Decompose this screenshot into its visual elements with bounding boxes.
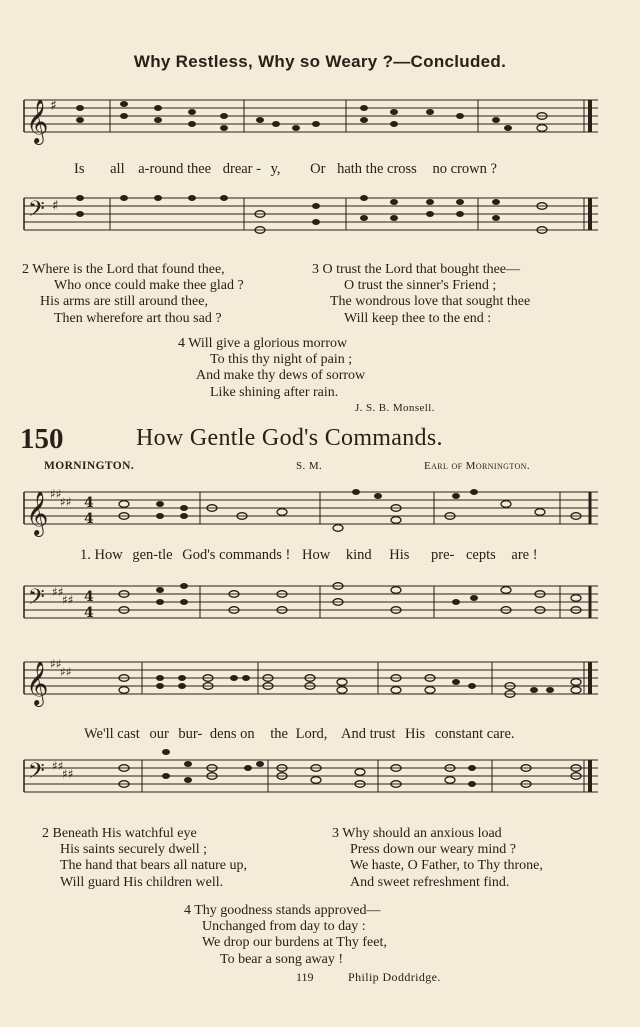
hymn-150-verse-4	[184, 903, 387, 968]
svg-text:4: 4	[84, 511, 94, 527]
lyric-word: the	[270, 726, 288, 742]
composer: Earl of Mornington.	[424, 460, 530, 472]
lyric-word: gen-tle	[132, 547, 173, 563]
treble-staff	[20, 482, 600, 538]
svg-text:♯: ♯	[52, 198, 59, 214]
verse-line: 4 Will give a glorious morrow	[178, 336, 348, 351]
verse-line: Who once could make thee glad ?	[54, 278, 244, 294]
lyric-word: His	[389, 547, 410, 563]
lyric-word: bur-	[178, 726, 203, 742]
lyric-word: His	[405, 726, 426, 742]
treble-staff	[20, 648, 600, 708]
bass-staff	[20, 746, 600, 806]
svg-text:♯♯: ♯♯	[50, 657, 62, 671]
hymn-150-verse-2	[42, 826, 247, 891]
music-system-top-bass	[20, 184, 600, 244]
verse-line: Unchanged from day to day :	[202, 919, 366, 935]
lyric-word: are !	[511, 547, 538, 563]
svg-text:♯♯: ♯♯	[60, 665, 72, 679]
bass-staff	[20, 572, 600, 640]
top-hymn-title: Why Restless, Why so Weary ?—Concluded.	[133, 52, 507, 71]
lyric-word: How	[301, 547, 331, 563]
verse-line: To this thy night of pain ;	[210, 352, 353, 368]
lyric-word: all	[110, 161, 125, 177]
bass-clef-icon: 𝄢	[28, 585, 45, 615]
lyric-word: our	[149, 726, 169, 742]
verse-line: Like shining after rain.	[210, 384, 339, 400]
hymn-150-author: Philip Doddridge.	[348, 970, 441, 984]
treble-staff	[20, 86, 600, 146]
lyric-word: pre-	[431, 547, 455, 563]
meter: S. M.	[296, 460, 323, 472]
lyric-word: Lord,	[295, 726, 328, 742]
verse-line: 2 Where is the Lord that found thee,	[22, 262, 225, 277]
verse-line: The hand that bears all nature up,	[60, 858, 247, 874]
lyric-word: hath the cross	[337, 161, 417, 177]
top-hymn-author: J. S. B. Monsell.	[355, 402, 435, 414]
verse-line: Then wherefore art thou sad ?	[54, 310, 222, 326]
svg-text:4: 4	[84, 605, 94, 621]
treble-clef-icon: 𝄞	[26, 99, 49, 143]
verse-line: 3 Why should an anxious load	[332, 826, 502, 841]
verse-line: Press down our weary mind ?	[350, 842, 517, 858]
svg-text:4: 4	[84, 589, 94, 605]
lyric-word: Or	[310, 161, 326, 177]
lyric-word: drear -	[222, 161, 261, 177]
svg-text:♯♯: ♯♯	[52, 585, 64, 599]
hymn-title: How Gentle God's Commands.	[136, 425, 443, 451]
svg-text:♯: ♯	[50, 98, 57, 114]
lyric-word: constant care.	[434, 726, 515, 742]
music-system-1-bass	[20, 572, 600, 640]
verse-line: And sweet refreshment find.	[350, 874, 510, 890]
svg-text:♯♯: ♯♯	[62, 767, 74, 781]
verse-3	[312, 262, 530, 327]
music-system-2-treble	[20, 648, 600, 708]
verse-line: 4 Thy goodness stands approved—	[184, 903, 381, 918]
treble-clef-icon: 𝄞	[26, 491, 49, 535]
music-system-1-treble	[20, 482, 600, 538]
lyric-word: We'll cast	[84, 726, 140, 742]
hymn-number: 150	[20, 423, 64, 455]
svg-text:♯♯: ♯♯	[62, 593, 74, 607]
svg-text:♯♯: ♯♯	[60, 495, 72, 509]
lyric-word: cepts	[465, 547, 496, 563]
lyric-word: kind	[345, 547, 372, 563]
verse-line: O trust the sinner's Friend ;	[344, 278, 497, 294]
verse-line: 3 O trust the Lord that bought thee—	[312, 262, 521, 277]
lyric-line-2	[84, 726, 515, 743]
verse-line: And make thy dews of sorrow	[196, 368, 366, 384]
bass-staff	[20, 184, 600, 244]
lyric-word: God's commands !	[182, 547, 291, 563]
verse-line: Will keep thee to the end :	[344, 310, 492, 326]
bass-clef-icon: 𝄢	[28, 759, 45, 789]
svg-text:♯♯: ♯♯	[50, 487, 62, 501]
verse-line: Will guard His children well.	[60, 874, 224, 890]
lyric-line-1	[80, 547, 538, 564]
lyric-word: y,	[270, 161, 281, 177]
verse-line: His saints securely dwell ;	[60, 842, 207, 858]
verse-line: His arms are still around thee,	[40, 294, 208, 310]
music-system-2-bass	[20, 746, 600, 806]
lyric-word: a-round thee	[138, 161, 212, 177]
verse-line: To bear a song away !	[220, 951, 344, 967]
hymn-150-verse-3	[332, 826, 543, 891]
lyric-word: 1. How	[80, 547, 123, 563]
verse-4	[178, 336, 365, 401]
verse-line: 2 Beneath His watchful eye	[42, 826, 197, 841]
lyric-word: Is	[74, 161, 85, 177]
svg-text:4: 4	[84, 495, 94, 511]
lyric-word: no crown ?	[432, 161, 497, 177]
music-system-top-treble	[20, 86, 600, 146]
svg-text:♯♯: ♯♯	[52, 759, 64, 773]
tune-name: MORNINGTON.	[44, 460, 135, 472]
treble-clef-icon: 𝄞	[26, 661, 49, 705]
verse-2	[22, 262, 244, 327]
bass-clef-icon: 𝄢	[28, 197, 45, 227]
page-number: 119	[296, 970, 314, 984]
verse-line: The wondrous love that sought thee	[330, 294, 531, 310]
lyric-line-top	[74, 161, 497, 178]
lyric-word: And trust	[341, 726, 396, 742]
verse-line: We drop our burdens at Thy feet,	[202, 935, 387, 951]
lyric-word: dens on	[209, 726, 255, 742]
verse-line: We haste, O Father, to Thy throne,	[350, 858, 543, 874]
